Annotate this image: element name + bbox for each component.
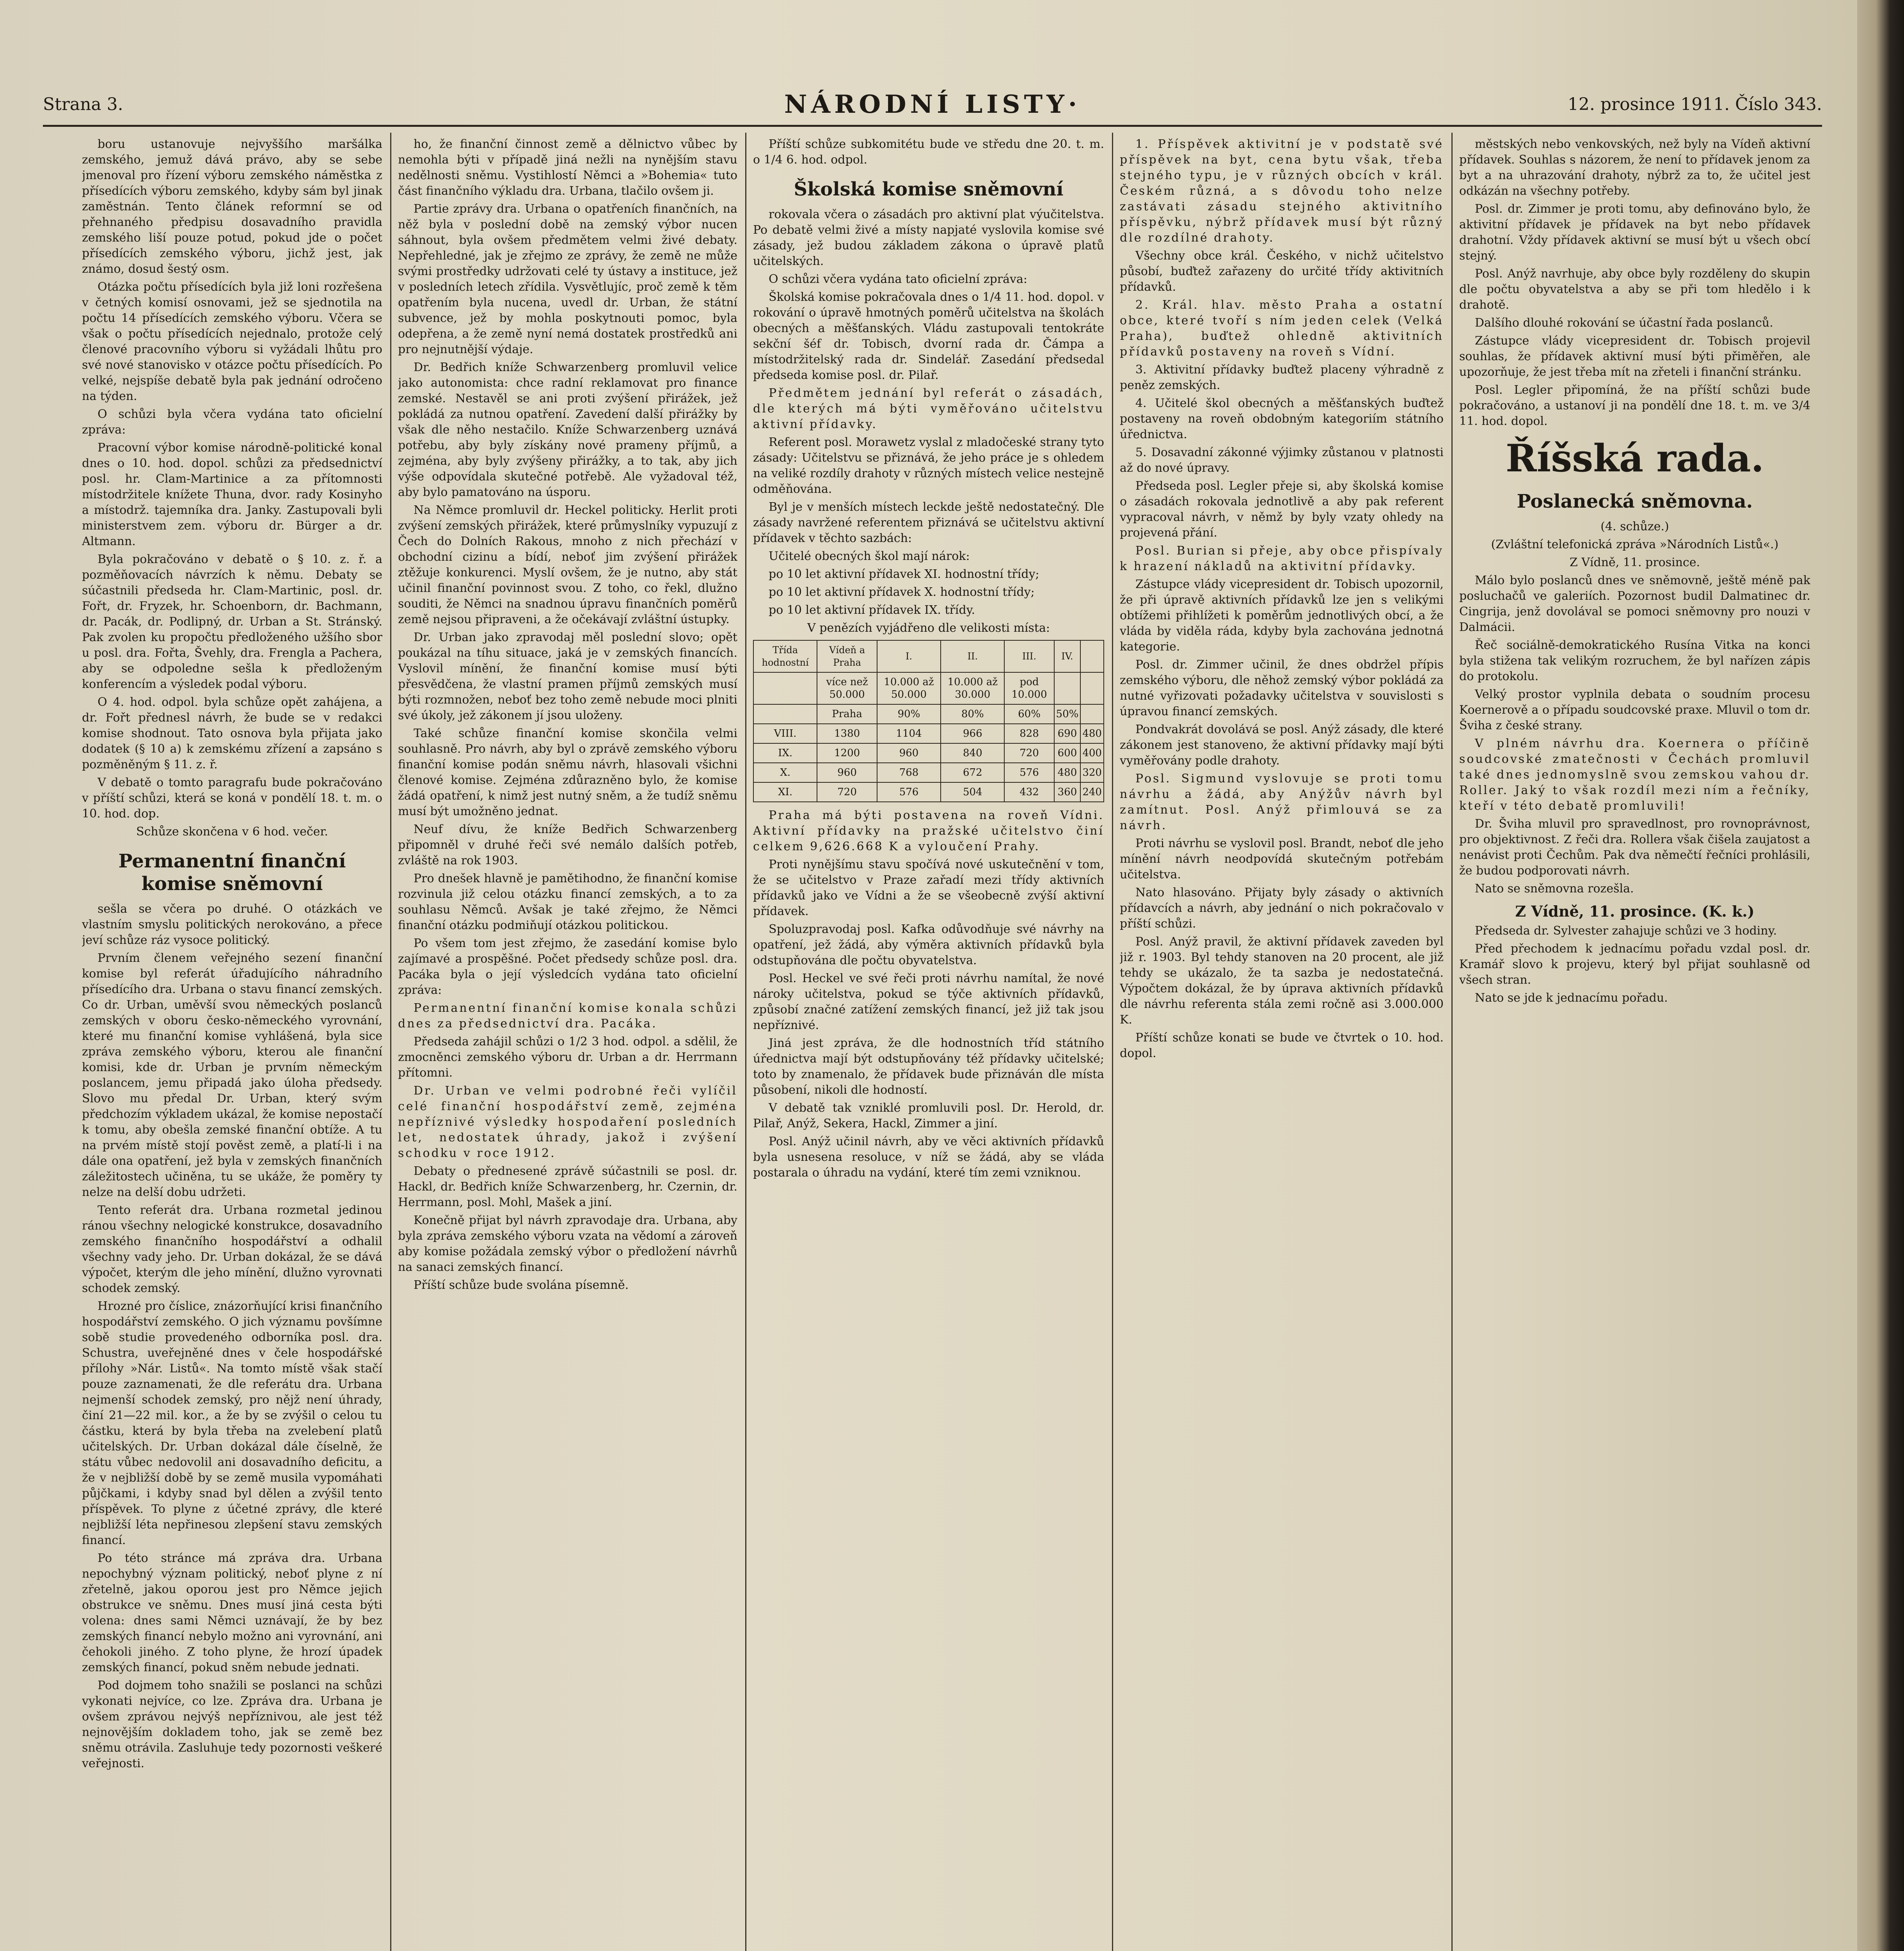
article-paragraph: Učitelé obecných škol mají nárok: (769, 549, 970, 563)
article-paragraph: Hrozné pro číslice, znázorňující krisi finančního hospodářství zemského. O jich významu povšímne sobě studie provedeného odborníka posl. dra. Schustra, uveřejněné dnes v čele hospodářské přílohy »Nár. Listů«. Na tomto místě však stačí pouze zaznamenati, že dle referátu dra. Urbana nejmenší schodek zemský, pro nějž není úhrady, činí 21—22 mil. kor., a že by se zvýšil o celou tu částku, která by byla třeba na zvelebení platů učitelských. Dr. Urban dokázal dále číselně, že státu vůbec nedovolil ani dosavadního deficitu, a že v nejbližší době by se země musila vypomáhati půjčkami, i kdyby snad byl dělen a zvýšil tento příspěvek. To plyne z účetné zprávy, dle které nejbližší léta nepřinesou zlepšení stavu zemských financí. (82, 1299, 382, 1547)
table-cell: 828 (1004, 724, 1054, 743)
page-header (43, 90, 1822, 127)
article-paragraph: 2. Král. hlav. město Praha a ostatní obce, které tvoří s ním jeden celek (Velká Praha), buďtež ohledně aktivitních přídavků postaveny na roveň s Vídní. (1120, 298, 1444, 359)
table-cell: 768 (877, 763, 941, 782)
table-cell: 480 (1080, 724, 1104, 743)
article-paragraph: 3. Aktivitní přídavky buďtež placeny výhradně z peněz zemských. (1120, 363, 1444, 392)
article-paragraph: Málo bylo poslanců dnes ve sněmovně, ještě méně pak posluchačů ve galeriích. Pozornost budil Dalmatinec dr. Cingrija, jenž dovolával se pomoci sněmovny pro nouzi v Dalmácii. (1459, 574, 1810, 634)
table-row (753, 782, 1104, 802)
article-paragraph: Posl. Legler připomíná, že na příští schůzi bude pokračováno, a ustanoví ji na pondělí dne 18. t. m. ve 3/4 11. hod. dopol. (1459, 383, 1810, 428)
article-paragraph: Předseda zahájil schůzi o 1/2 3 hod. odpol. a sdělil, že zmocněnci zemského výboru dr. Urban a dr. Herrmann přítomni. (398, 1035, 737, 1080)
article-paragraph: Po všem tom jest zřejmo, že zasedání komise bylo zajímavé a prospěšné. Počet předsedy schůze posl. dra. Pacáka byla o její výsledcích vydána tato oficielní zpráva: (398, 936, 737, 997)
article-paragraph: O schůzi byla včera vydána tato oficielní zpráva: (82, 407, 382, 437)
article-paragraph: Nato se jde k jednacímu pořadu. (1475, 991, 1668, 1005)
article-paragraph: Pracovní výbor komise národně-politické konal dnes o 10. hod. dopol. schůzi za předsednictví posl. hr. Clam-Martinice a za přítomnosti místodržitele knížete Thuna, dvor. rady Kosinyho a místodrž. tajemníka dra. Janky. Zastupovali byli ministerstvem zem. výboru dr. Bürger a dr. Altmann. (82, 441, 382, 548)
article-paragraph: Posl. Anýž pravil, že aktivní přídavek zaveden byl již r. 1903. Byl tehdy stanoven na 20 procent, ale již tehdy se ukázalo, že ta sazba je nedostatečná. Výpočtem dokázal, že by úprava aktivních přídavků dle návrhu referenta stála zemi ročně asi 3.000.000 K. (1120, 935, 1444, 1027)
report-source: (Zvláštní telefonická zpráva »Národních Listů«.) (1491, 538, 1779, 551)
article-paragraph: O 4. hod. odpol. byla schůze opět zahájena, a dr. Fořt přednesl návrh, že bude se v redakci komise shodnout. Tato osnova byla přijata jako dodatek (§ 10 a) k zemskému zřízení a zapsáno s pozměněným § 11. z. ř. (82, 695, 382, 771)
table-cell (1080, 704, 1104, 724)
table-header-cell: Třída hodnostní (753, 640, 817, 672)
article-paragraph: Proti návrhu se vyslovil posl. Brandt, neboť dle jeho mínění návrh neodpovídá skutečným potřebám učitelstva. (1120, 837, 1444, 881)
article-paragraph: Jiná jest zpráva, že dle hodnostních tříd státního úřednictva mají být odstupňovány též přídavky učitelské; toto by znamenalo, že přídavek bude přiznáván dle místa působení, nikoli dle hodností. (753, 1036, 1104, 1097)
table-header-cell: IV. (1054, 640, 1081, 672)
article-paragraph: Tento referát dra. Urbana rozmetal jedinou ránou všechny nelogické konstrukce, dosavadního zemského finančního hospodářství a odhalil všechny vady jeho. Dr. Urban dokázal, že se dává výpočet, kterým dle jeho mínění, dlužno vyrovnati schodek zemský. (82, 1203, 382, 1295)
article-paragraph: 5. Dosavadní zákonné výjimky zůstanou v platnosti až do nové úpravy. (1120, 446, 1444, 475)
column-1 (82, 137, 382, 1951)
article-paragraph: Posl. dr. Zimmer je proti tomu, aby definováno bylo, že aktivitní přídavek je přídavek na byt nebo přídavek drahotní. Vždy přídavek aktivní se musí být u všech obcí stejný. (1459, 202, 1810, 263)
table-cell: 360 (1054, 782, 1081, 802)
table-cell: 1200 (817, 743, 877, 763)
article-paragraph: Posl. Sigmund vyslovuje se proti tomu návrhu a žádá, aby Anýžův návrh byl zamítnut. Posl. Anýž přimlouvá se za návrh. (1120, 772, 1444, 832)
table-cell: 960 (877, 743, 941, 763)
article-paragraph: ho, že finanční činnost země a dělnictvo vůbec by nemohla býti v případě jiná nežli na nynějším stavu nedělnosti sněmu. Vystihlostí Němci a »Bohemia« tuto část finančního výkladu dra. Urbana, tlačilo ovšem ji. (398, 137, 737, 198)
section-title: Říšská rada. (1505, 436, 1764, 480)
page-number: Strana 3. (43, 94, 123, 114)
article-paragraph: Před přechodem k jednacímu pořadu vzdal posl. dr. Kramář slovo k projevu, který byl přijat souhlasně od všech stran. (1459, 942, 1810, 987)
article-paragraph: Po této stránce má zpráva dra. Urbana nepochybný význam politický, neboť plyne z ní zřetelně, jakou oporou jest pro Němce jejich obstrukce ve sněmu. Dnes musí jiná cesta býti volena: dnes sami Němci uznávají, že by bez zemských financí nebylo možno ani vyrovnání, ani čehokoli jiného. Z toho plyne, že hrozí úpadek zemských financí, pokud sněm nebude jednati. (82, 1551, 382, 1674)
table-cell: 576 (877, 782, 941, 802)
table-cell: 432 (1004, 782, 1054, 802)
article-paragraph: Předmětem jednání byl referát o zásadách, dle kterých má býti vyměřováno učitelstvu aktivní přídavky. (753, 386, 1104, 431)
table-cell: 600 (1054, 743, 1081, 763)
table-cell (1080, 672, 1104, 704)
table-row (753, 724, 1104, 743)
table-cell: 240 (1080, 782, 1104, 802)
table-cell: 50% (1054, 704, 1081, 724)
section-heading: Školská komise sněmovní (794, 178, 1064, 200)
table-cell: 690 (1054, 724, 1081, 743)
column-rule (745, 133, 746, 1951)
article-paragraph: Zástupce vlády vicepresident dr. Tobisch upozornil, že při úpravě aktivních přídavků lze jen s velikými obtížemi přihlížeti k poměrům jednotlivých obcí, a že vláda by viděla ráda, kdyby byla zachována jednotná kategorie. (1120, 577, 1444, 654)
article-paragraph: V penězích vyjádřeno dle velikosti místa: (807, 621, 1050, 635)
article-paragraph: Byl je v menších místech leckde ještě nedostatečný. Dle zásady navržené referentem přiznává se učitelstvu aktivní přídavek v těchto sazbách: (753, 500, 1104, 545)
newspaper-title: NÁRODNÍ LISTY· (784, 90, 1081, 119)
table-cell: 720 (1004, 743, 1054, 763)
table-cell: 320 (1080, 763, 1104, 782)
article-paragraph: Referent posl. Morawetz vyslal z mladočeské strany tyto zásady: Učitelstvu se přiznává, že jeho práce je s ohledem na veliké rozdíly drahoty v různých místech velice nestejně odměňována. (753, 435, 1104, 496)
table-cell: 60% (1004, 704, 1054, 724)
article-paragraph: Dr. Urban jako zpravodaj měl poslední slovo; opět poukázal na tíhu situace, jaká je v zemských financích. Vyslovil mínění, že finanční komise musí býti přesvědčena, že vlastní pramen příjmů zemských musí býti rozmnožen, neboť bez toho země nebude moci plniti své úkoly, jež zákonem jí jsou uloženy. (398, 631, 737, 722)
article-paragraph: Prvním členem veřejného sezení finanční komise byl referát úřadujícího náhradního přísedícího dra. Urbana o stavu financí zemských. Co dr. Urban, uměvší svou německých poslanců zemských v oboru česko-německého vyrovnání, které mu finanční komise vyhlášená, byla sice zpráva zemského výboru, kterou ale finanční komisi, kde dr. Urban je prvním německým poslancem, jemu připadá jako úloha předsedy. Slovo mu předal Dr. Urban, který svým předchozím výkladem ukázal, že komise nepostačí k tomu, aby obešla zemské finanční obtíže. A tu na prvém místě stojí pověst země, a platí-li i na dále ona opatření, jež byla v zemských finančních záležitostech učiněna, tu se ukáže, že poměry ty nelze na delší dobu udržeti. (82, 951, 382, 1199)
article-paragraph: Posl. Anýž navrhuje, aby obce byly rozděleny do skupin dle počtu obyvatelstva a aby se při tom hledělo i k drahotě. (1459, 267, 1810, 312)
section-heading: Poslanecká sněmovna. (1517, 490, 1753, 512)
article-paragraph: Otázka počtu přísedících byla již loni rozřešena v četných komisí osnovami, jež se sjednotila na počtu 14 přísedících zemského výboru. Včera se však o počtu přísedících nejednalo, protože celý členové pracovního výboru si vyžádali lhůtu pro své nové stanovisko v otázce počtu přísedících. Po velké, nejspíše debatě byla pak jednání odročeno na týden. (82, 280, 382, 403)
table-cell: VIII. (753, 724, 817, 743)
table-header-cell: II. (941, 640, 1004, 672)
table-cell: 672 (941, 763, 1004, 782)
article-paragraph: Schůze skončena v 6 hod. večer. (136, 825, 328, 839)
table-cell: Praha (817, 704, 877, 724)
article-paragraph: 1. Příspěvek aktivitní je v podstatě své příspěvek na byt, cena bytu však, třeba stejného typu, je v různých obcích v král. Českém různá, a s dôvodu toho nelze zastávati zásadu stejného aktivitního příspěvku, nýbrž přídavek musí být různý dle rozdílné drahoty. (1120, 137, 1444, 245)
table-cell: X. (753, 763, 817, 782)
article-paragraph: po 10 let aktivní přídavek X. hodnostní třídy; (769, 585, 1035, 599)
issue-date: 12. prosince 1911. Číslo 343. (1567, 94, 1822, 114)
article-paragraph: Debaty o přednesené zprávě súčastnili se posl. dr. Hackl, dr. Bedřich kníže Schwarzenberg, hr. Czernin, dr. Herrmann, posl. Mohl, Mašek a jiní. (398, 1164, 737, 1209)
article-paragraph: sešla se včera po druhé. O otázkách ve vlastním smyslu politických nerokováno, a přece jeví schůze ráz vysoce politický. (82, 902, 382, 947)
article-paragraph: Příští schůze bude svolána písemně. (414, 1278, 629, 1292)
table-cell: 10.000 až 50.000 (877, 672, 941, 704)
article-paragraph: V debatě tak vzniklé promluvili posl. Dr. Herold, dr. Pilař, Anýž, Sekera, Hackl, Zimmer a jiní. (753, 1101, 1104, 1130)
table-cell: 480 (1054, 763, 1081, 782)
section-heading: Permanentní finanční komise sněmovní (118, 850, 346, 895)
column-rule (1451, 133, 1453, 1951)
table-cell: 1380 (817, 724, 877, 743)
article-paragraph: Na Němce promluvil dr. Heckel politicky. Herlit proti zvýšení zemských přirážek, které průmyslníky vypuzují z Čech do Dolních Rakous, mnoho z nich přechází v obchodní cizinu a bídí, neboť jim zvýšení přirážek ztěžuje konkurenci. Myslí ovšem, že je nutno, aby stát učinil finanční povinnost svou. Z toho, co řekl, dlužno souditi, že Němci na snadnou úpravu finančních poměrů země nejsou připraveni, a že očekávají zvláštní ústupky. (398, 503, 737, 626)
article-paragraph: Dr. Šviha mluvil pro spravedlnost, pro rovnoprávnost, pro objektivnost. Z řeči dra. Rollera však čišela zaujatost a nenávist proti Čechům. Pak dva němečtí řečníci prohlásili, že budou podporovati návrh. (1459, 817, 1810, 878)
article-paragraph: Pod dojmem toho snažili se poslanci na schůzi vykonati nejvíce, co lze. Zpráva dra. Urbana je ovšem zprávou nejvýš nepříznivou, ale jest též nejnovějším dokladem toho, jak se země bez sněmu otrávila. Zasluhuje tedy pozornosti veškeré veřejnosti. (82, 1679, 382, 1770)
table-cell: XI. (753, 782, 817, 802)
table-header-cell: III. (1004, 640, 1054, 672)
table-note-row (753, 672, 1104, 704)
table-cell: 576 (1004, 763, 1054, 782)
article-paragraph: Partie zprávy dra. Urbana o opatřeních finančních, na něž byla v poslední době na zemský výbor nucen sáhnout, byla ovšem předmětem velmi živé debaty. Nepřehledné, jak je zřejmo ze zprávy, že země ne může svými prostředky udržovati celé ty ústavy a instituce, jež v posledních letech zřídila. Vysvětlujíc, proč země k těm opatřením byla nucena, uvedl dr. Urban, že státní subvence, jež by mohla poskytnouti pomoc, byla odepřena, a že země nyní nemá dostatek prostředků ani pro nejnutnější výdaje. (398, 202, 737, 356)
column-4 (1120, 137, 1444, 1951)
column-3 (753, 137, 1104, 1951)
table-cell (753, 704, 817, 724)
column-rule (1112, 133, 1113, 1951)
table-cell: IX. (753, 743, 817, 763)
article-paragraph: po 10 let aktivní přídavek IX. třídy. (769, 603, 975, 617)
article-paragraph: Nato hlasováno. Přijaty byly zásady o aktivních přídavcích a návrh, aby jednání o nich pokračovalo v příští schůzi. (1120, 886, 1444, 931)
article-paragraph: Dr. Urban ve velmi podrobné řeči vylíčil celé finanční hospodářství země, zejména nepříznivé výsledky hospodaření posledních let, nedostatek úhrady, jakož i zvýšení schodku v roce 1912. (398, 1084, 737, 1160)
table-header-row (753, 640, 1104, 672)
table-header-cell: I. (877, 640, 941, 672)
article-paragraph: Posl. Burian si přeje, aby obce přispívaly k hrazení nákladů na aktivitní přídavky. (1120, 544, 1444, 573)
article-paragraph: Příští schůze subkomitétu bude ve středu dne 20. t. m. o 1/4 6. hod. odpol. (753, 137, 1104, 167)
column-rule (390, 133, 391, 1951)
table-row (753, 763, 1104, 782)
article-paragraph: Posl. Heckel ve své řeči proti návrhu namítal, že nové nároky učitelstva, pokud se týče aktivních přídavků, způsobí značné zatížení zemských financí, jež již tak jsou nepříznivé. (753, 972, 1104, 1032)
article-paragraph: Také schůze finanční komise skončila velmi souhlasně. Pro návrh, aby byl o zprávě zemského výboru finanční komise podán sněmu návrh, hlasovali všichni členové komise. Zejména zdůrazněno bylo, že komise žádá opatření, k nimž jest nutný sněm, a že tudíž sněmu musí být umožněno jednat. (398, 727, 737, 818)
article-paragraph: Pro dnešek hlavně je pamětihodno, že finanční komise rozvinula již celou otázku financí zemských, a to za souhlasu Němců. Avšak je také zřejmo, že Němci finanční otázku podmiňují otázkou politickou. (398, 872, 737, 932)
article-paragraph: Všechny obce král. Českého, v nichž učitelstvo působí, buďtež zařazeny do určité třídy aktivitních přídavků. (1120, 249, 1444, 294)
table-cell: 960 (817, 763, 877, 782)
article-paragraph: Předseda posl. Legler přeje si, aby školská komise o zásadách rokovala jednotlivě a aby pak referent vypracoval návrh, v němž by byly vzaty ohledy na projevená přání. (1120, 479, 1444, 540)
article-paragraph: Řeč sociálně-demokratického Rusína Vitka na konci byla stižena tak velikým rozruchem, že byl nařízen zápis do protokolu. (1459, 638, 1810, 683)
article-paragraph: Dr. Bedřich kníže Schwarzenberg promluvil velice jako autonomista: chce radní reklamovat pro finance zemské. Nestavěl se ani proti zvýšení přirážek, jež pokládá za nutnou opatření. Zavedení další přirážky by však dle něho nestačilo. Kníže Schwarzenberg uznává potřebu, aby byly získány nové prameny příjmů, a zejména, aby byly zvýšeny přirážky, a to tak, aby jich výše odpovídala skutečné potřebě. Ale vyžadoval též, aby bylo pamatováno na úsporu. (398, 361, 737, 499)
article-paragraph: O schůzi včera vydána tato oficielní zpráva: (769, 272, 1027, 286)
article-paragraph: 4. Učitelé škol obecných a měšťanských buďtež postaveny na roveň obdobným kategoriím státního úřednictva. (1120, 396, 1444, 441)
dateline: Z Vídně, 11. prosince. (1569, 556, 1700, 569)
table-cell: 80% (941, 704, 1004, 724)
table-cell (1054, 672, 1081, 704)
article-paragraph: Dalšího dlouhé rokování se účastní řada poslanců. (1475, 316, 1773, 330)
table-cell (753, 672, 817, 704)
table-header-cell (1080, 640, 1104, 672)
table-cell: 400 (1080, 743, 1104, 763)
article-paragraph: boru ustanovuje nejvyššího maršálka zemského, jemuž dává právo, aby se sebe jmenoval pro řízení výboru zemského náměstka z přísedících výboru zemského, kdyby sám byl jinak zaměstnán. Tento článek reformní se od přehnaného předpisu dosavadního pravidla zemského liší pouze potud, pokud jde o počet přísedících zemského výboru, jichž jest, jak známo, dosud šestý osm. (82, 137, 382, 276)
allowance-table (753, 640, 1104, 802)
table-cell: 840 (941, 743, 1004, 763)
article-paragraph: Pondvakrát dovolává se posl. Anýž zásady, dle které zákonem jest stanoveno, že aktivní přídavky mají býti vyměřovány podle drahoty. (1120, 723, 1444, 768)
table-cell: více než 50.000 (817, 672, 877, 704)
page-edge (1857, 0, 1904, 1951)
table-cell: 966 (941, 724, 1004, 743)
article-paragraph: Proti nynějšímu stavu spočívá nové uskutečnění v tom, že se učitelstvo v Praze zařadí mezi třídy aktivních přídavků jako ve Vídni a že se všeobecně zvýší aktivní přídavek. (753, 858, 1104, 918)
article-paragraph: V plném návrhu dra. Koernera o příčině soudcovské zmatečnosti v Čechách promluvil také dnes jednomyslně svou zemskou vahou dr. Roller. Jaký to však rozdíl mezi ním a řečníky, kteří v této debatě promluvili! (1459, 737, 1810, 813)
article-paragraph: Byla pokračováno v debatě o § 10. z. ř. a pozměňovacích návrzích k němu. Debaty se súčastnili předseda hr. Clam-Martinic, posl. dr. Fořt, dr. Fryzek, hr. Schoenborn, dr. Bachmann, dr. Pacák, dr. Podlipný, dr. Urban a St. Stránský. Pak zvolen ku propočtu předloženého užšího sbor u posl. dra. Fořta, Švehly, dra. Frengla a Pachera, aby se odpoledne sešla k předloženým konferencím a výsledek podal výboru. (82, 553, 382, 691)
article-paragraph: Posl. dr. Zimmer učinil, že dnes obdržel přípis zemského výboru, dle něhož zemský výbor pokládá za nutné vyřizovati požadavky učitelstva v souvislosti s úpravou financí zemských. (1120, 658, 1444, 718)
table-row (753, 743, 1104, 763)
column-2 (398, 137, 737, 1951)
table-cell: 10.000 až 30.000 (941, 672, 1004, 704)
table-header-cell: Vídeň a Praha (817, 640, 877, 672)
article-paragraph: Spoluzpravodaj posl. Kafka odůvodňuje své návrhy na opatření, jež žádá, aby výměra aktivních přídavků byla odstupňována dle počtu obyvatelstva. (753, 922, 1104, 967)
article-paragraph: městských nebo venkovských, než byly na Vídeň aktivní přídavek. Souhlas s názorem, že není to přídavek jenom za byt a na uhrazování drahoty, nýbrž za to, že učitel jest odkázán na všechny potřeby. (1459, 137, 1810, 198)
session-number: (4. schůze.) (1600, 520, 1669, 533)
article-paragraph: V debatě o tomto paragrafu bude pokračováno v příští schůzi, která se koná v pondělí 18. t. m. o 10. hod. dop. (82, 776, 382, 821)
article-paragraph: Konečně přijat byl návrh zpravodaje dra. Urbana, aby byla zpráva zemského výboru vzata na vědomí a zároveň aby komise požádala zemský výbor o předložení návrhů na sanaci zemských financí. (398, 1214, 737, 1274)
article-paragraph: rokovala včera o zásadách pro aktivní plat výučitelstva. Po debatě velmi živé a místy napjaté vyslovila komise své zásady, jež budou základem zákona o úpravě platů učitelských. (753, 208, 1104, 268)
table-cell: 720 (817, 782, 877, 802)
table-cell: 504 (941, 782, 1004, 802)
article-paragraph: Nato se sněmovna rozešla. (1475, 882, 1634, 896)
table-cell: pod 10.000 (1004, 672, 1054, 704)
article-paragraph: Velký prostor vyplnila debata o soudním procesu Koernerově a o případu soudcovské praxe. Mluvil o tom dr. Šviha z české strany. (1459, 688, 1810, 732)
article-paragraph: Předseda dr. Sylvester zahajuje schůzi ve 3 hodiny. (1475, 924, 1777, 938)
article-paragraph: Praha má býti postavena na roveň Vídni. Aktivní přídavky na pražské učitelstvo činí celkem 9,626.668 K a vyloučení Prahy. (753, 808, 1104, 853)
article-paragraph: Příští schůze konati se bude ve čtvrtek o 10. hod. dopol. (1120, 1031, 1444, 1060)
article-paragraph: Posl. Anýž učinil návrh, aby ve věci aktivních přídavků byla usnesena resoluce, v níž se žádá, aby se vláda postarala o úhradu na vydání, které tím zemi vzniknou. (753, 1135, 1104, 1180)
article-paragraph: Permanentní finanční komise konala schůzi dnes za předsednictví dra. Pacáka. (398, 1001, 737, 1031)
table-cell: 90% (877, 704, 941, 724)
column-5 (1459, 137, 1810, 1951)
article-paragraph: Zástupce vlády vicepresident dr. Tobisch projevil souhlas, že přídavek aktivní musí býti přiměřen, ale upozorňuje, že jest třeba mít na zřeteli i finanční stránku. (1459, 334, 1810, 379)
dateline: Z Vídně, 11. prosince. (K. k.) (1515, 903, 1755, 920)
article-paragraph: po 10 let aktivní přídavek XI. hodnostní třídy; (769, 567, 1039, 581)
table-cell: 1104 (877, 724, 941, 743)
article-paragraph: Neuf dívu, že kníže Bedřich Schwarzenberg připomněl v druhé řeči své nemálo dalších potřeb, zvláště na rok 1903. (398, 823, 737, 867)
article-paragraph: Školská komise pokračovala dnes o 1/4 11. hod. dopol. v rokování o úpravě hmotných poměrů učitelstva na školách obecných a měšťanských. Vládu zastupovali tentokráte sekční šéf dr. Tobisch, dvorní rada dr. Čámpa a místodržitelský rada dr. Sindelář. Zasedání předsedal předseda komise posl. dr. Pilař. (753, 290, 1104, 382)
table-pct-row (753, 704, 1104, 724)
